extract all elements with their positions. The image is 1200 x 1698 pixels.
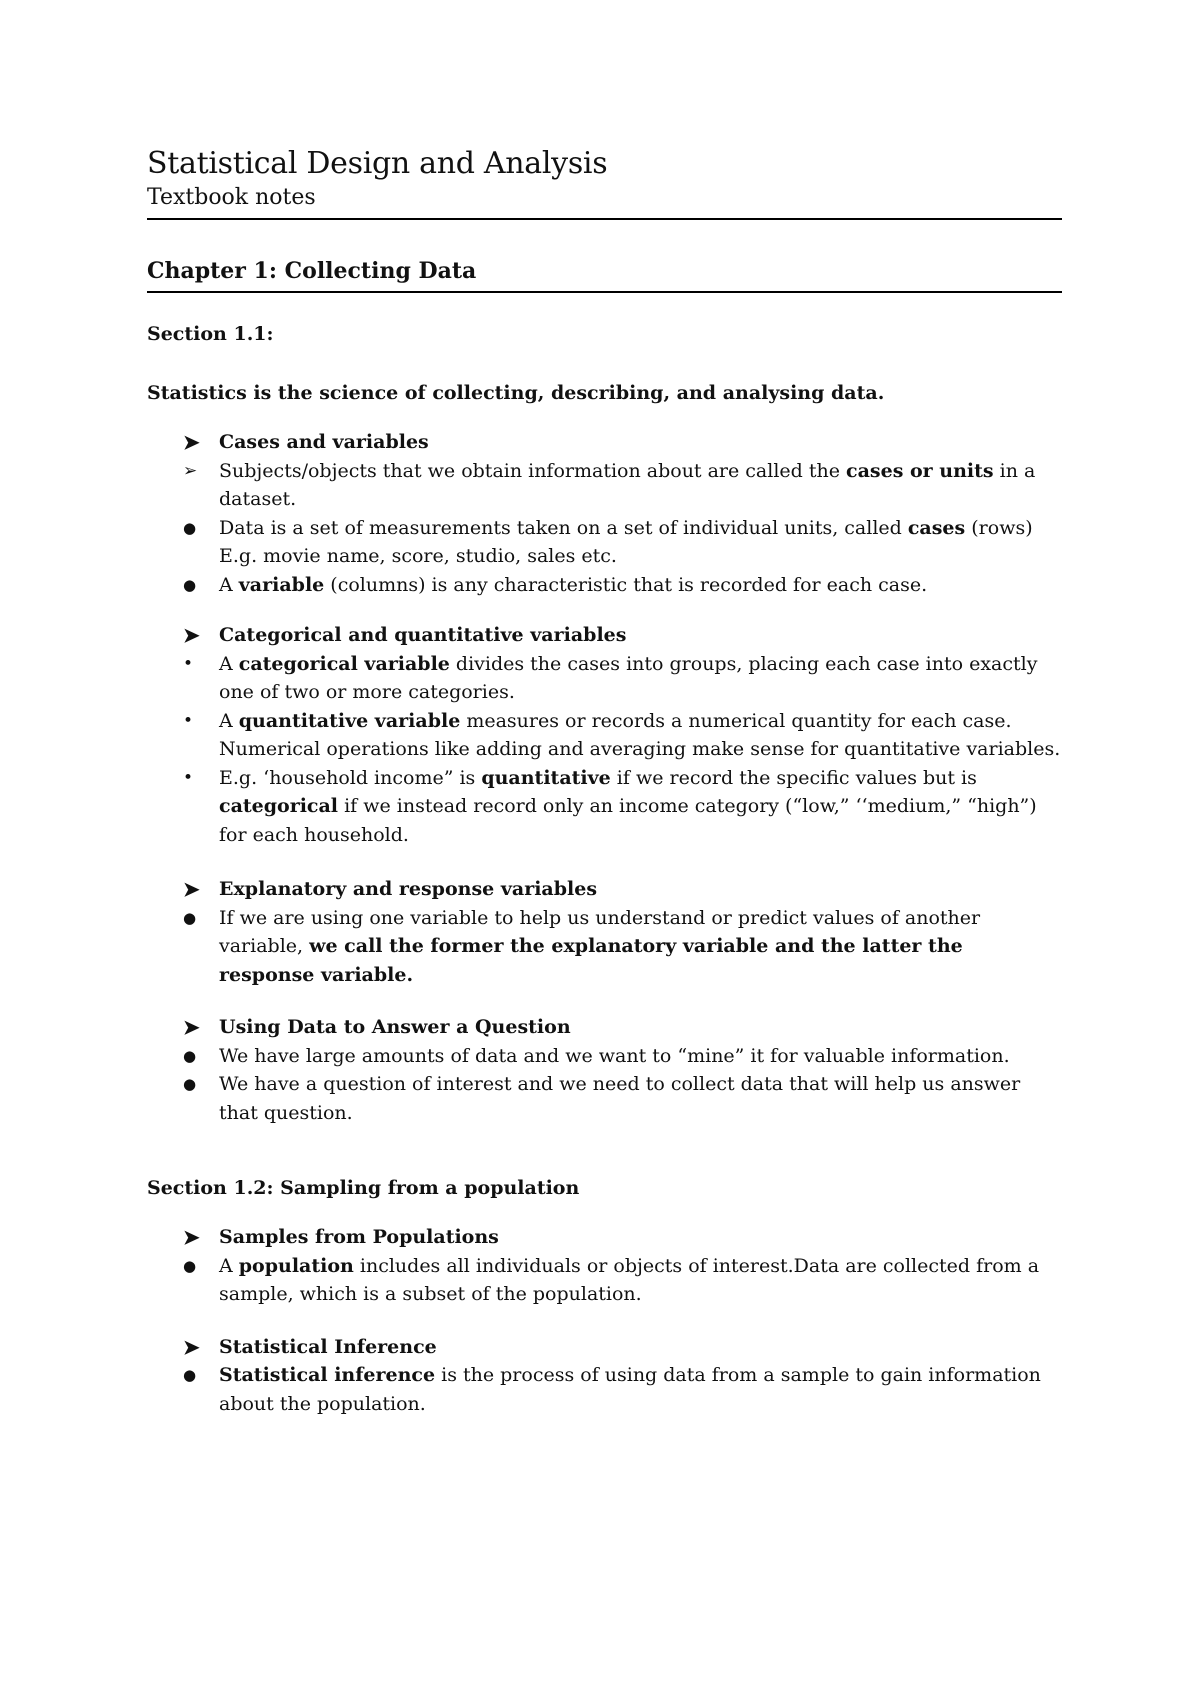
item-text: in a dataset. <box>219 459 1036 510</box>
list-item <box>147 1361 1062 1418</box>
document-title: Statistical Design and Analysis <box>147 146 608 181</box>
arrowhead-icon: ➤ <box>183 623 200 647</box>
topic-heading-text: Explanatory and response variables <box>219 878 598 900</box>
item-text: A <box>219 709 239 732</box>
topic-heading-text: Statistical Inference <box>219 1335 437 1358</box>
list-item <box>147 650 1062 707</box>
item-text: E.g. ‘household income” is <box>219 766 482 789</box>
list-item <box>147 904 1062 990</box>
bullet-icon: ● <box>183 1366 197 1384</box>
list-item <box>147 514 1062 571</box>
item-text: measures or records a numerical quantity for each case. Numerical operations like adding and averaging make sense for quantitative variables. <box>219 709 1061 760</box>
item-bold-text: cases <box>907 516 966 539</box>
item-text: Data is a set of measurements taken on a set of individual units, called <box>219 516 908 539</box>
list-item <box>147 1070 1062 1127</box>
item-text: A <box>219 573 239 596</box>
item-text: includes all individuals or objects of interest.Data are collected from a sample, which is a subset of the population. <box>219 1254 1040 1305</box>
topic-cases-and-variables <box>147 428 1062 599</box>
item-bold-text: quantitative variable <box>238 709 461 732</box>
item-text: is the process of using data from a sample to gain information about the population. <box>219 1364 1041 1415</box>
list-item <box>147 1042 1062 1071</box>
bullet-icon: • <box>183 767 194 788</box>
bullet-icon: ● <box>183 1075 197 1093</box>
chapter-divider <box>147 291 1062 293</box>
topic-samples-from-populations <box>147 1223 1062 1309</box>
topic-heading <box>147 621 1062 650</box>
arrowhead-outline-icon: ➢ <box>183 460 198 481</box>
bullet-icon: ● <box>183 908 197 927</box>
item-bold-text: categorical variable <box>238 652 450 675</box>
topic-explanatory-response <box>147 875 1062 989</box>
topic-heading <box>147 428 1062 457</box>
item-bold-text: variable <box>238 573 325 596</box>
topic-categorical-quantitative <box>147 621 1062 849</box>
bullet-icon: • <box>183 710 194 731</box>
item-bold-text: we call the former the explanatory variable and the latter the response variable. <box>219 935 963 986</box>
topic-heading-text: Cases and variables <box>219 431 429 453</box>
document-page <box>147 145 1062 1418</box>
item-text: if we instead record only an income category (“low,” ‘‘medium,” “high”) for each household. <box>219 795 1037 846</box>
item-bold-text: population <box>238 1254 354 1277</box>
item-text: A <box>219 652 239 675</box>
arrowhead-icon: ➤ <box>183 1015 200 1039</box>
topic-heading-text: Samples from Populations <box>219 1226 499 1248</box>
document-subtitle: Textbook notes <box>147 185 316 210</box>
topic-heading <box>147 1013 1062 1042</box>
topic-heading-text: Using Data to Answer a Question <box>219 1016 571 1038</box>
section-heading-1-2: Section 1.2: Sampling from a population <box>147 1177 580 1199</box>
bullet-icon: ● <box>183 575 197 594</box>
arrowhead-icon: ➤ <box>183 877 200 901</box>
bullet-icon: ● <box>183 1046 197 1065</box>
item-bold-text: categorical <box>219 795 339 817</box>
section-heading-1-1: Section 1.1: <box>147 323 274 345</box>
item-bold-text: cases or units <box>846 459 994 482</box>
item-text: We have large amounts of data and we want to “mine” it for valuable information. <box>219 1044 1010 1067</box>
item-text: A <box>219 1254 239 1277</box>
arrowhead-icon: ➤ <box>183 1225 200 1249</box>
item-text: if we record the specific values but is <box>610 766 977 789</box>
arrowhead-icon: ➤ <box>183 1334 200 1359</box>
item-text: If we are using one variable to help us understand or predict values of another variable, <box>219 906 981 957</box>
list-item <box>147 707 1062 764</box>
item-bold-text: quantitative <box>481 766 611 789</box>
bullet-icon: • <box>183 653 194 674</box>
list-item <box>147 457 1062 514</box>
topic-heading-text: Categorical and quantitative variables <box>219 624 627 646</box>
list-item <box>147 1252 1062 1309</box>
item-text: We have a question of interest and we need to collect data that will help us answer that question. <box>219 1073 1021 1124</box>
item-text: (columns) is any characteristic that is recorded for each case. <box>324 573 928 596</box>
arrowhead-icon: ➤ <box>183 430 200 454</box>
topic-heading <box>147 1333 1062 1362</box>
topic-using-data <box>147 1013 1062 1127</box>
item-text: (rows) E.g. movie name, score, studio, sales etc. <box>219 516 1033 567</box>
item-text: Subjects/objects that we obtain information about are called the <box>219 459 847 482</box>
list-item <box>147 764 1062 850</box>
topic-heading <box>147 875 1062 904</box>
topic-heading <box>147 1223 1062 1252</box>
bullet-icon: ● <box>183 1256 197 1275</box>
definition-statement: Statistics is the science of collecting, describing, and analysing data. <box>147 382 885 404</box>
item-text: divides the cases into groups, placing each case into exactly one of two or more categories. <box>219 652 1038 703</box>
list-item <box>147 571 1062 600</box>
topic-statistical-inference <box>147 1333 1062 1419</box>
item-bold-text: Statistical inference <box>219 1364 436 1386</box>
bullet-icon: ● <box>183 518 197 537</box>
chapter-title: Chapter 1: Collecting Data <box>147 258 477 284</box>
title-divider <box>147 218 1062 220</box>
